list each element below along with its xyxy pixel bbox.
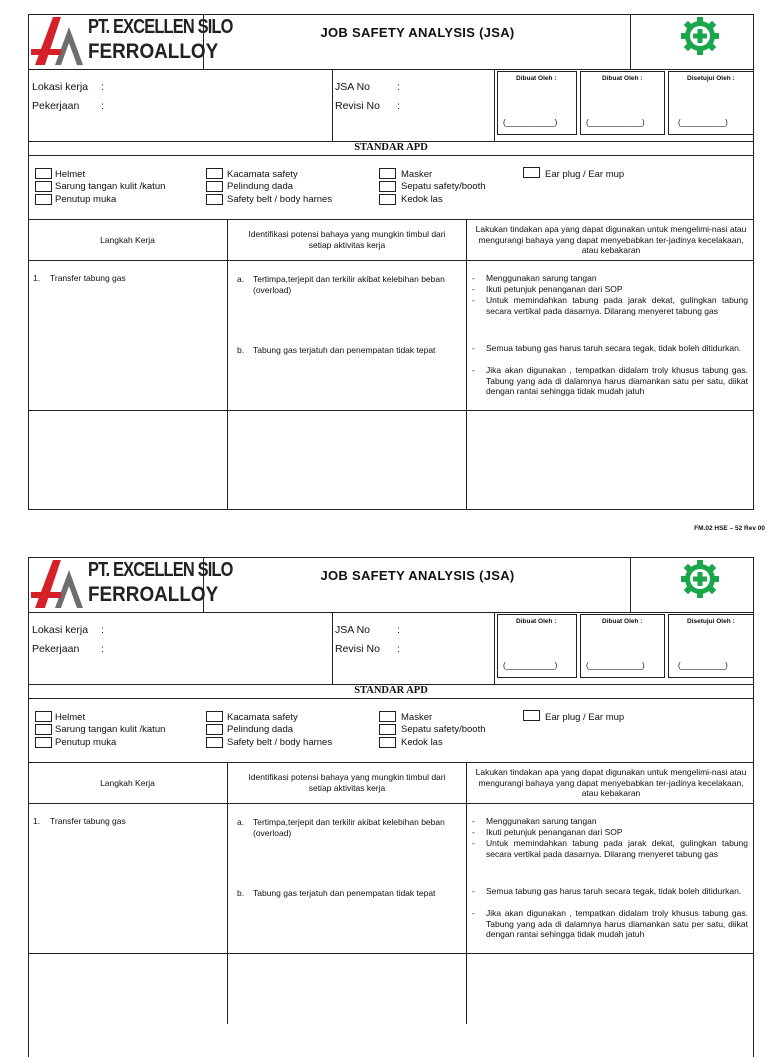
lokasi-kerja-label: Lokasi kerja [32, 624, 89, 636]
lokasi-kerja-label: Lokasi kerja [32, 81, 89, 93]
company-name-line2: FERROALLOY [88, 40, 219, 63]
safety-belt-checkbox[interactable] [206, 194, 223, 205]
divider [28, 953, 754, 954]
signature-label: Dibuat Oleh : [602, 75, 643, 82]
ear-plug-checkbox[interactable] [523, 710, 540, 721]
divider [227, 219, 228, 510]
apd-label: Helmet [55, 169, 86, 180]
apd-label: Safety belt / body harnes [227, 194, 333, 205]
hazard-text: Tertimpa,terjepit dan terkilir akibat kelebihan beban (overload) [253, 817, 445, 838]
pekerjaan-label: Pekerjaan [32, 643, 80, 655]
control-text: Untuk memindahkan tabung pada jarak dekat, gulingkan tabung secara vertikal pada dasarnya. Dilarang menyeret tabung gas [486, 295, 748, 316]
bullet-dash: - [472, 838, 475, 848]
colon: : [101, 100, 104, 112]
pelindung-dada-checkbox[interactable] [206, 724, 223, 735]
colon: : [397, 81, 400, 93]
apd-label: Penutup muka [55, 194, 117, 205]
step-text: Transfer tabung gas [50, 816, 126, 826]
k3-safety-gear-icon [677, 16, 723, 56]
control-item [472, 838, 750, 871]
company-logo-icon [31, 558, 85, 610]
header-tindakan: Lakukan tindakan apa yang dapat digunakan untuk mengelimi-nasi atau mengurangi bahaya yang dapat menyebabkan ter-jadinya kecelakaan, atau kebakaran [475, 224, 747, 255]
divider [466, 762, 467, 1024]
company-logo-icon [31, 15, 85, 67]
colon: : [397, 643, 400, 655]
step-number: 1. [33, 273, 41, 283]
jsa-no-label: JSA No [335, 624, 371, 636]
signature-blank: (___________) [503, 661, 558, 670]
pelindung-dada-checkbox[interactable] [206, 181, 223, 192]
apd-label: Pelindung dada [227, 181, 294, 192]
masker-checkbox[interactable] [379, 168, 396, 179]
signature-label: Dibuat Oleh : [516, 618, 557, 625]
kedok-las-checkbox[interactable] [379, 737, 396, 748]
bullet-dash: - [472, 827, 475, 837]
signature-blank: (__________) [678, 661, 728, 670]
hazard-letter: b. [237, 888, 245, 898]
signature-blank: (___________) [503, 118, 558, 127]
signature-label: Dibuat Oleh : [516, 75, 557, 82]
pekerjaan-label: Pekerjaan [32, 100, 80, 112]
control-item [472, 284, 750, 295]
company-logo [31, 555, 233, 613]
helmet-checkbox[interactable] [35, 711, 52, 722]
control-text: Semua tabung gas harus taruh secara tegak, tidak boleh ditidurkan. [486, 886, 742, 896]
colon: : [397, 100, 400, 112]
hazard-letter: a. [237, 817, 245, 827]
apd-label: Penutup muka [55, 737, 117, 748]
bullet-dash: - [472, 365, 475, 375]
hazard-text: Tabung gas terjatuh dan penempatan tidak tepat [253, 888, 436, 898]
bullet-dash: - [472, 886, 475, 896]
ear-plug-checkbox[interactable] [523, 167, 540, 178]
kedok-las-checkbox[interactable] [379, 194, 396, 205]
sarung-tangan-checkbox[interactable] [35, 181, 52, 192]
divider [28, 803, 754, 804]
colon: : [101, 81, 104, 93]
apd-label: Safety belt / body harnes [227, 737, 333, 748]
signature-label: Disetujui Oleh : [687, 75, 735, 82]
divider [28, 155, 754, 156]
divider [28, 410, 754, 411]
hazard-letter: b. [237, 345, 245, 355]
sepatu-safety-checkbox[interactable] [379, 181, 396, 192]
divider [494, 69, 495, 141]
penutup-muka-checkbox[interactable] [35, 194, 52, 205]
signature-blank: (____________) [586, 661, 645, 670]
apd-label: Ear plug / Ear mup [545, 712, 625, 723]
jsa-no-label: JSA No [335, 81, 371, 93]
revisi-no-label: Revisi No [335, 100, 380, 112]
control-text: Ikuti petunjuk penanganan dari SOP [486, 827, 623, 837]
company-name-line1: PT. EXCELLEN SILO [88, 559, 233, 581]
control-text: Semua tabung gas harus taruh secara tegak, tidak boleh ditidurkan. [486, 343, 742, 353]
divider [494, 612, 495, 684]
apd-label: Sarung tangan kulit /katun [55, 724, 166, 735]
apd-label: Masker [401, 712, 433, 723]
apd-label: Sarung tangan kulit /katun [55, 181, 166, 192]
header-identifikasi: Identifikasi potensi bahaya yang mungkin timbul dari setiap aktivitas kerja [248, 772, 446, 793]
bullet-dash: - [472, 273, 475, 283]
control-text: Untuk memindahkan tabung pada jarak dekat, gulingkan tabung secara vertikal pada dasarnya. Dilarang menyeret tabung gas [486, 838, 748, 859]
control-text: Ikuti petunjuk penanganan dari SOP [486, 284, 623, 294]
control-text: Jika akan digunakan , tempatkan didalam troly khusus tabung gas. Tabung yang ada di dalamnya harus diamankan satu per satu, diikat dengan rantai sehingga tidak mudah jatuh [486, 365, 748, 396]
control-item [472, 343, 750, 365]
hazard-text: Tabung gas terjatuh dan penempatan tidak tepat [253, 345, 436, 355]
control-item [472, 816, 750, 827]
hazard-letter: a. [237, 274, 245, 284]
company-logo [31, 12, 233, 70]
divider [630, 557, 631, 612]
header-identifikasi: Identifikasi potensi bahaya yang mungkin timbul dari setiap aktivitas kerja [248, 229, 446, 250]
apd-label: Sepatu safety/booth [401, 724, 486, 735]
control-item [472, 365, 750, 409]
header-langkah-kerja: Langkah Kerja [100, 778, 155, 788]
header-langkah-kerja: Langkah Kerja [100, 235, 155, 245]
safety-belt-checkbox[interactable] [206, 737, 223, 748]
apd-label: Kedok las [401, 737, 443, 748]
apd-label: Kedok las [401, 194, 443, 205]
control-item [472, 295, 750, 328]
hazard-text: Tertimpa,terjepit dan terkilir akibat kelebihan beban (overload) [253, 274, 445, 295]
sepatu-safety-checkbox[interactable] [379, 724, 396, 735]
bullet-dash: - [472, 816, 475, 826]
bullet-dash: - [472, 343, 475, 353]
divider [28, 219, 754, 220]
revisi-no-label: Revisi No [335, 643, 380, 655]
divider [28, 698, 754, 699]
apd-label: Sepatu safety/booth [401, 181, 486, 192]
apd-label: Pelindung dada [227, 724, 294, 735]
control-item [472, 273, 750, 284]
k3-safety-gear-icon [677, 559, 723, 599]
form-code: FM.02 HSE – 52 Rev 00 [694, 525, 765, 532]
page-title: JOB SAFETY ANALYSIS (JSA) [320, 568, 515, 583]
divider [332, 612, 333, 684]
divider [332, 69, 333, 141]
bullet-dash: - [472, 284, 475, 294]
divider [466, 219, 467, 510]
control-text: Jika akan digunakan , tempatkan didalam troly khusus tabung gas. Tabung yang ada di dalamnya harus diamankan satu per satu, diikat dengan rantai sehingga tidak mudah jatuh [486, 908, 748, 939]
helmet-checkbox[interactable] [35, 168, 52, 179]
kacamata-checkbox[interactable] [206, 711, 223, 722]
apd-label: Kacamata safety [227, 712, 298, 723]
masker-checkbox[interactable] [379, 711, 396, 722]
apd-title: STANDAR APD [354, 142, 428, 153]
apd-label: Masker [401, 169, 433, 180]
control-text: Menggunakan sarung tangan [486, 816, 597, 826]
colon: : [101, 643, 104, 655]
apd-label: Kacamata safety [227, 169, 298, 180]
company-name-line2: FERROALLOY [88, 583, 219, 606]
apd-label: Helmet [55, 712, 86, 723]
sarung-tangan-checkbox[interactable] [35, 724, 52, 735]
signature-blank: (__________) [678, 118, 728, 127]
signature-label: Dibuat Oleh : [602, 618, 643, 625]
apd-label: Ear plug / Ear mup [545, 169, 625, 180]
control-item [472, 908, 750, 952]
apd-title: STANDAR APD [354, 685, 428, 696]
bullet-dash: - [472, 908, 475, 918]
divider [28, 260, 754, 261]
control-text: Menggunakan sarung tangan [486, 273, 597, 283]
signature-label: Disetujui Oleh : [687, 618, 735, 625]
colon: : [397, 624, 400, 636]
control-item [472, 886, 750, 908]
signature-blank: (____________) [586, 118, 645, 127]
page-title: JOB SAFETY ANALYSIS (JSA) [320, 25, 515, 40]
step-number: 1. [33, 816, 41, 826]
divider [28, 762, 754, 763]
step-text: Transfer tabung gas [50, 273, 126, 283]
divider [227, 762, 228, 1024]
colon: : [101, 624, 104, 636]
control-item [472, 827, 750, 838]
kacamata-checkbox[interactable] [206, 168, 223, 179]
company-name-line1: PT. EXCELLEN SILO [88, 16, 233, 38]
penutup-muka-checkbox[interactable] [35, 737, 52, 748]
bullet-dash: - [472, 295, 475, 305]
header-tindakan: Lakukan tindakan apa yang dapat digunakan untuk mengelimi-nasi atau mengurangi bahaya yang dapat menyebabkan ter-jadinya kecelakaan, atau kebakaran [475, 767, 747, 798]
divider [630, 14, 631, 69]
